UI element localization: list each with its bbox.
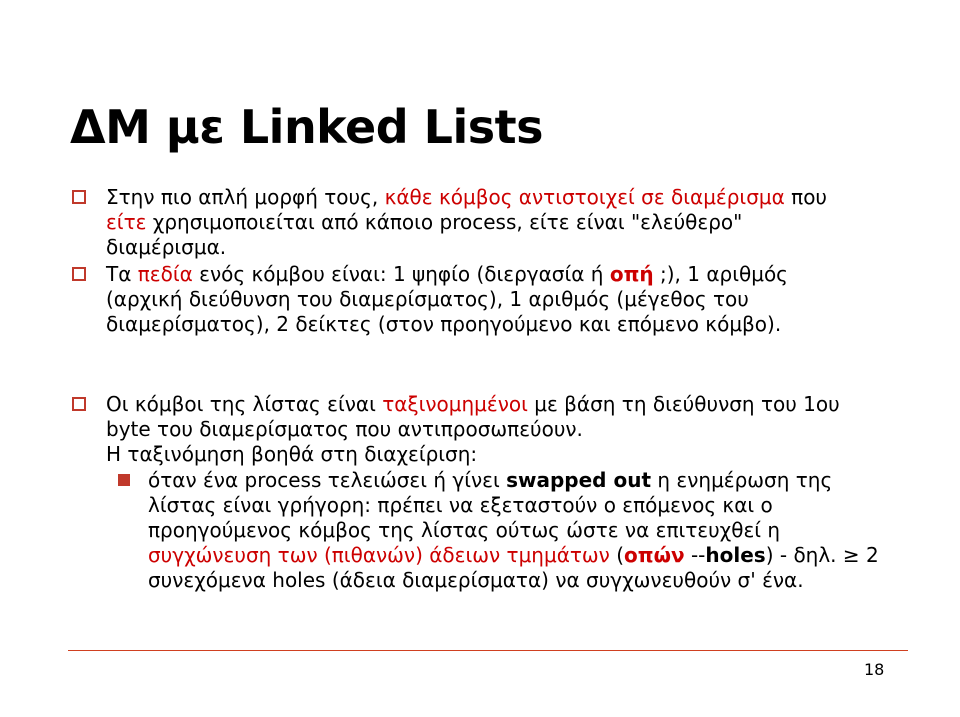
sorting-intro-line: Η ταξινόμηση βοηθά στη διαχείριση: <box>106 442 478 466</box>
filled-square-bullet-icon <box>118 474 130 486</box>
highlight-text: είτε <box>106 210 147 234</box>
highlight-text: συγχώνευση των (πιθανών) άδειων τμημάτων <box>148 543 610 567</box>
greater-equal-symbol: ≥ <box>842 543 860 567</box>
hollow-square-bullet-icon <box>72 267 86 281</box>
highlight-text: κάθε κόμβος αντιστοιχεί σε διαμέρισμα <box>384 185 785 209</box>
sub-bullet-item <box>148 468 888 593</box>
bullet-text: Στην πιο απλή μορφή τους, <box>106 185 385 209</box>
hollow-square-bullet-icon <box>72 397 86 411</box>
page-number: 18 <box>864 660 885 679</box>
bullet-text: Οι κόμβοι της λίστας είναι <box>106 392 383 416</box>
bold-text: holes <box>705 543 766 567</box>
bullet-text: ;), 1 αριθμός (αρχική διεύθυνση του διαμερίσματος), 1 αριθμός (μέγεθος του διαμερίσματος), 2 δείκτες (στον προηγούμενο και επόμενο κόμβο). <box>106 262 788 336</box>
bullet-item-3 <box>106 392 866 442</box>
sub-text: ( <box>609 543 625 567</box>
bullet-text: με βάση τη διεύθυνση του 1ου byte του διαμερίσματος που αντιπροσωπεύουν. <box>106 392 840 441</box>
bullet-text: που <box>784 185 828 209</box>
bullet-text: χρησιμοποιείται από κάποιο process, είτε είναι "ελεύθερο" διαμέρισμα. <box>106 210 743 259</box>
sub-text: όταν ένα process τελειώσει ή γίνει <box>148 468 507 492</box>
sub-text: η ενημέρωση της λίστας είναι γρήγορη: πρέπει να εξεταστούν ο επόμενος και ο προηγούμενος κόμβος της λίστας ούτως ώστε να επιτευχθεί η <box>148 468 833 542</box>
highlight-text: πεδία <box>137 262 193 286</box>
bullet-item-2 <box>106 262 866 337</box>
slide-title: ΔΜ με Linked Lists <box>70 100 544 154</box>
highlight-text: οπών <box>624 543 685 567</box>
hollow-square-bullet-icon <box>72 190 86 204</box>
sub-text: ) - δηλ. <box>765 543 843 567</box>
sub-text: -- <box>684 543 706 567</box>
sub-text: 2 συνεχόμενα holes (άδεια διαμερίσματα) να συγχωνευθούν σ' ένα. <box>148 543 879 592</box>
bullet-item-1 <box>106 185 866 260</box>
bullet-text: ενός κόμβου είναι: 1 ψηφίο (διεργασία ή <box>192 262 610 286</box>
footer-divider <box>68 650 908 651</box>
highlight-text: οπή <box>609 262 654 286</box>
bullet-text: Τα <box>106 262 138 286</box>
bold-text: swapped out <box>506 468 652 492</box>
highlight-text: ταξινομημένοι <box>382 392 528 416</box>
